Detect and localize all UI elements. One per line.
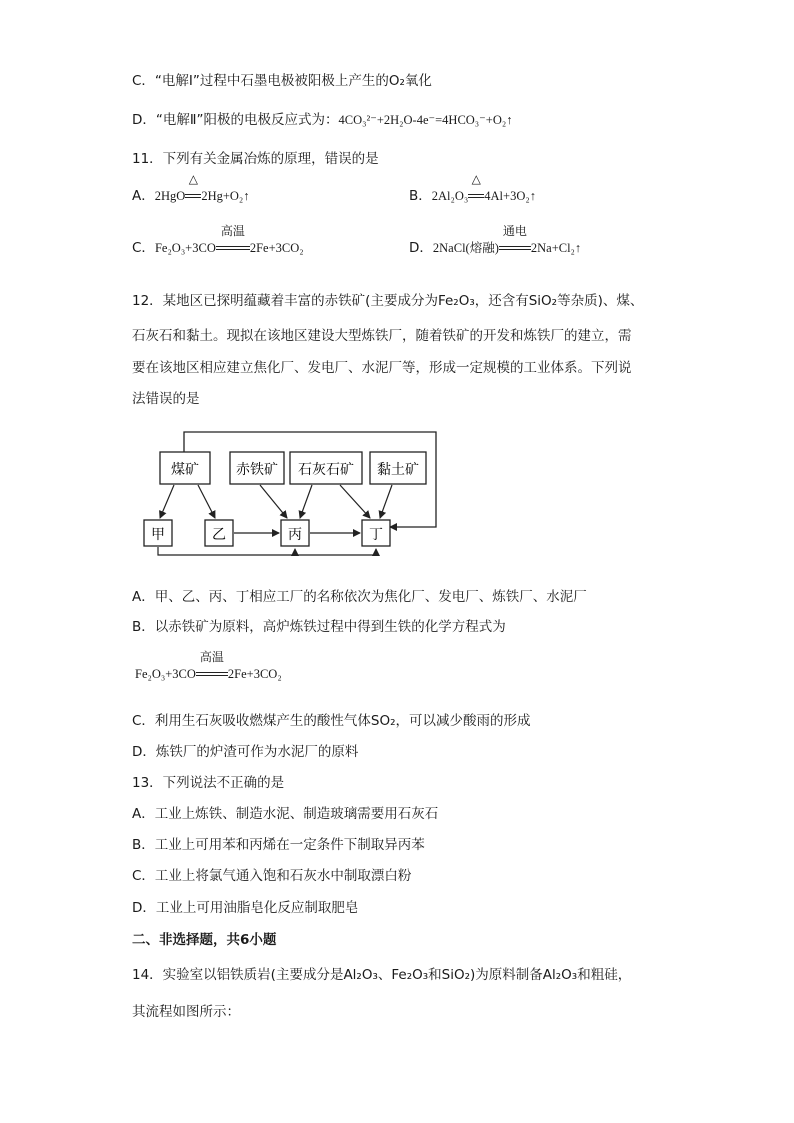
q11-c-right: 2Fe+3CO₂	[249, 241, 304, 255]
ding-label: 丁	[369, 527, 383, 543]
q13-stem: 13．下列说法不正确的是	[132, 775, 285, 791]
q12-option-b-equation	[135, 650, 282, 684]
equals-sign	[216, 246, 250, 250]
equals-sign	[185, 194, 201, 198]
q11-a-right: 2Hg+O₂↑	[201, 189, 250, 203]
condition-text: 通电	[502, 224, 527, 238]
q11-option-d	[409, 224, 582, 258]
arrow-jia-to-bing	[158, 547, 295, 555]
arrow-coal-to-yi	[198, 485, 215, 518]
q11-a-left: 2HgO	[154, 189, 186, 203]
q10-option-d-equation: 4CO₃²⁻+2H₂O-4e⁻=4HCO₃⁻+O₂↑	[338, 113, 513, 127]
q11-c-left: Fe₂O₃+3CO	[154, 241, 216, 255]
q11-d-left: 2NaCl(熔融)	[432, 241, 499, 255]
q11-a-condition	[185, 172, 201, 206]
q11-b-left: 2Al₂O₃	[431, 189, 469, 203]
q11-c-condition	[216, 224, 250, 258]
q12-b-eq-right: 2Fe+3CO₂	[227, 667, 282, 681]
q12-stem-line1: 12．某地区已探明蕴藏着丰富的赤铁矿(主要成分为Fe₂O₃，还含有SiO₂等杂质)、煤、	[132, 293, 644, 309]
section-heading: 二、非选择题，共6小题	[132, 932, 277, 948]
industry-flow-diagram	[140, 428, 450, 558]
q13-option-a: A．工业上炼铁、制造水泥、制造玻璃需要用石灰石	[132, 806, 439, 822]
q10-option-c: C．“电解Ⅰ”过程中石墨电极被阳极上产生的O₂氧化	[132, 73, 432, 89]
jia-label: 甲	[151, 527, 165, 543]
q12-option-c: C．利用生石灰吸收燃煤产生的酸性气体SO₂，可以减少酸雨的形成	[132, 713, 531, 729]
q11-stem: 11．下列有关金属冶炼的原理，错误的是	[132, 151, 379, 167]
q11-b-condition	[468, 172, 484, 206]
q11-option-a	[132, 172, 250, 206]
bing-label: 丙	[288, 527, 302, 543]
q13-option-d: D．工业上可用油脂皂化反应制取肥皂	[132, 900, 359, 916]
arrow-limestone-to-ding	[340, 485, 370, 518]
q14-stem-line1: 14．实验室以铝铁质岩(主要成分是Al₂O₃、Fe₂O₃和SiO₂)为原料制备Al₂O₃和粗硅，	[132, 967, 632, 983]
arrow-coal-to-jia	[160, 485, 174, 518]
q11-c-label: C．	[132, 240, 155, 256]
clay-label: 黏土矿	[377, 462, 419, 478]
q13-option-b: B．工业上可用苯和丙烯在一定条件下制取异丙苯	[132, 837, 425, 853]
heat-symbol: △	[471, 172, 481, 186]
arrow-bing-to-ding-bottom	[295, 549, 376, 555]
q11-d-right: 2Na+Cl₂↑	[530, 241, 582, 255]
q12-option-a: A．甲、乙、丙、丁相应工厂的名称依次为焦化厂、发电厂、炼铁厂、水泥厂	[132, 589, 587, 605]
coal-mine-label: 煤矿	[171, 462, 199, 478]
q12-stem-line3: 要在该地区相应建立焦化厂、发电厂、水泥厂等，形成一定规模的工业体系。下列说	[132, 360, 632, 376]
arrow-limestone-to-bing	[300, 485, 312, 518]
q11-b-label: B．	[409, 188, 432, 204]
yi-label: 乙	[212, 527, 226, 543]
arrow-hematite-to-bing	[260, 485, 287, 518]
q11-option-b	[409, 172, 536, 206]
hematite-label: 赤铁矿	[236, 462, 278, 478]
condition-text: 高温	[199, 650, 224, 664]
condition-text: 高温	[220, 224, 245, 238]
arrow-clay-to-ding	[380, 485, 392, 518]
q12-stem-line4: 法错误的是	[132, 391, 200, 407]
q12-stem-line2: 石灰石和黏土。现拟在该地区建设大型炼铁厂，随着铁矿的开发和炼铁厂的建立，需	[132, 328, 632, 344]
q11-b-right: 4Al+3O₂↑	[484, 189, 536, 203]
q11-d-condition	[499, 224, 531, 258]
q11-a-label: A．	[132, 188, 155, 204]
q12-b-eq-condition	[196, 650, 228, 684]
q11-d-label: D．	[409, 240, 433, 256]
equals-sign	[468, 194, 484, 198]
q10-option-d-prefix: D．“电解Ⅱ”阳极的电极反应式为：	[132, 112, 339, 128]
q12-b-eq-left: Fe₂O₃+3CO	[135, 667, 196, 681]
equals-sign	[196, 672, 228, 676]
q12-option-b: B．以赤铁矿为原料，高炉炼铁过程中得到生铁的化学方程式为	[132, 619, 506, 635]
q10-option-d	[132, 110, 512, 130]
equals-sign	[499, 246, 531, 250]
q12-option-d: D．炼铁厂的炉渣可作为水泥厂的原料	[132, 744, 359, 760]
q13-option-c: C．工业上将氯气通入饱和石灰水中制取漂白粉	[132, 868, 412, 884]
heat-symbol: △	[188, 172, 198, 186]
limestone-label: 石灰石矿	[298, 462, 354, 478]
q14-stem-line2: 其流程如图所示：	[132, 1004, 240, 1020]
q11-option-c	[132, 224, 304, 258]
